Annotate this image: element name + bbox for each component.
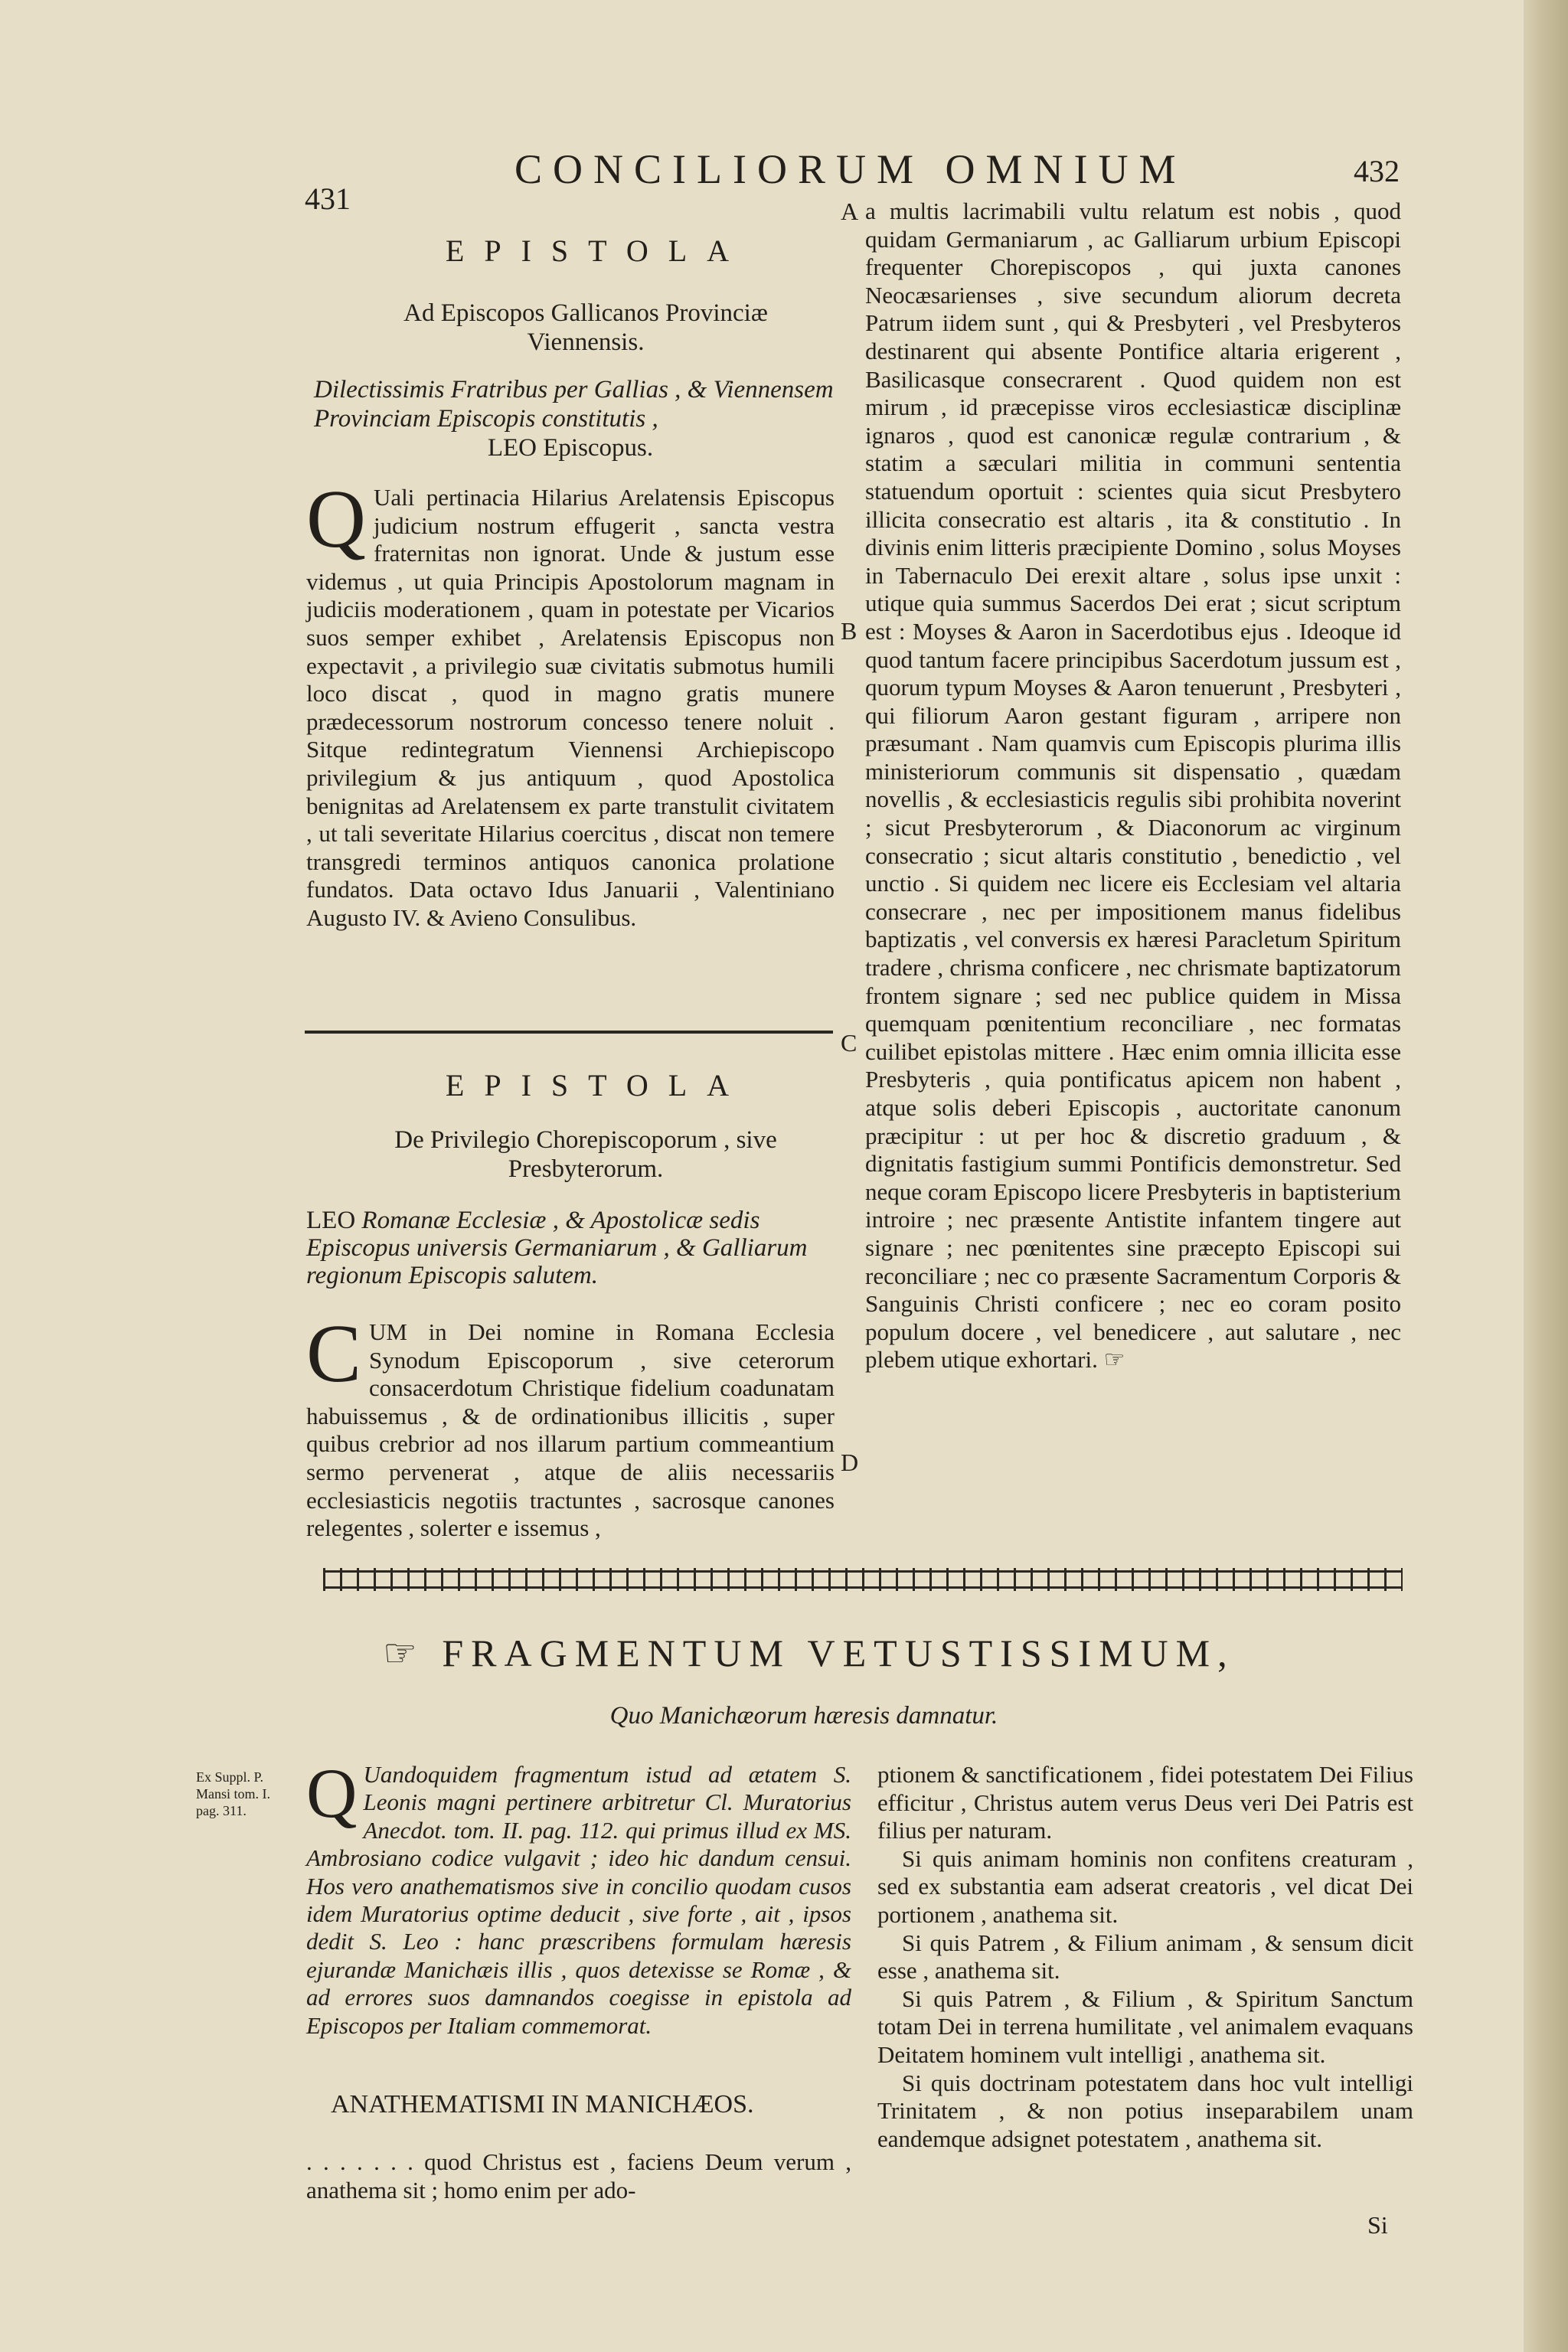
epistola1-heading: EPISTOLA (445, 234, 750, 268)
epistola2-salutation-lead: LEO (306, 1207, 356, 1234)
fragmentum-title (383, 1631, 1235, 1675)
epistola1-subtitle: Ad Episcopos Gallicanos Provinciæ Viennensis. (403, 299, 768, 356)
right-page-number: 432 (1354, 154, 1400, 188)
pointing-hand-icon: ☞ (383, 1632, 443, 1674)
ornamental-border (323, 1568, 1403, 1591)
fragmentum-intro-text: Uandoquidem fragmentum istud ad ætatem S. Leonis magni pertinere arbitretur Cl. Muratorius Anecdot. tom. II. pag. 112. qui primus illud ex MS. Ambrosiano codice vulgavit ; ideo hic dandum censui. Hos vero anathematismos sive in concilio quodam cusos idem Muratorius optime deducit , sive forte , ait , ipsos dedit S. Leo : hanc præscribens formulam hæresis ejurandæ Manichæis illis , quos detexisse se Romæ , & ad errores suos damnandos coegisse in epistola ad Episcopos per Italiam commemorat. (306, 1761, 851, 2039)
left-page-number: 431 (305, 181, 351, 216)
anathema-paragraph: Si quis Patrem , & Filium , & Spiritum Sanctum totam Dei in terrena humilitate , vel animalem evaquans Deitatem hominem vult intelligi , anathema sit. (877, 1984, 1413, 2068)
epistola1-text: Uali pertinacia Hilarius Arelatensis Episcopus judicium nostrum effugerit , sancta vestra fraternitas non ignorat. Unde & justum esse videmus , ut quia Principis Apostolorum magnam in judiciis moderationem , quam in potestate per Vicarios suos semper exhibet , Arelatensis Episcopus non expectavit , a privilegio suæ civitatis submotus humili loco discat , quod in magno gratis munere prædecessorum nostrorum concesso tenere noluit . Sitque redintegratum Viennensi Archiepiscopo privilegium & jus antiquum , quod Apostolica benignitas ad Arelatensem ex parte transtulit civitatem , ut tali severitate Hilarius coercitus , discat non temere transgredi terminos antiquos canonica prolatione fundatos. Data octavo Idus Januarii , Valentiniano Augusto IV. & Avieno Consulibus. (306, 484, 835, 931)
epistola2-subtitle: De Privilegio Chorepiscoporum , sive Presbyterorum. (394, 1126, 777, 1183)
epistola1-body (306, 474, 835, 933)
running-title: CONCILIORUM OMNIUM (514, 146, 1187, 192)
anathema-paragraph: Si quis doctrinam potestatem dans hoc vult intelligi Trinitatem , & non potius inseparabilem unam eandemque adsignet potestatem , anathema sit. (877, 2069, 1413, 2152)
epistola2-salutation-italic: Romanæ Ecclesiæ , & Apostolicæ sedis Episcopus universis Germaniarum , & Galliarum regionum Episcopis salutem. (306, 1207, 808, 1289)
fragmentum-title-text: FRAGMENTUM VETUSTISSIMUM, (442, 1632, 1235, 1674)
anathema-paragraph: Si quis animam hominis non confitens creaturam , sed ex substantia eam adserat creatoris , vel dicat Dei portionem , anathema sit. (877, 1844, 1413, 1928)
anathema-paragraph: Si quis Patrem , & Filium animam , & sensum dicit esse , anathema sit. (877, 1929, 1413, 1984)
fragmentum-intro (306, 1754, 851, 2040)
fragmentum-subtitle: Quo Manichæorum hæresis damnatur. (609, 1702, 998, 1730)
catchword: Si (1367, 2211, 1388, 2239)
right-column-body (865, 198, 1401, 1374)
pointing-hand-icon: ☞ (1103, 1346, 1125, 1374)
epistola2-heading: EPISTOLA (445, 1068, 750, 1102)
anathema-paragraph: ptionem & sanctificationem , fidei potestatem Dei Filius efficitur , Christus autem verus Deus veri Dei Patris est filius per naturam. (877, 1761, 1413, 1844)
marker-d: D (841, 1449, 859, 1476)
anathematismi-heading: ANATHEMATISMI IN MANICHÆOS. (331, 2090, 754, 2118)
book-spine (1524, 0, 1568, 2352)
fragmentum-left-tail: . . . . . . . quod Christus est , faciens Deum verum , anathema sit ; homo enim per ado- (306, 2148, 851, 2203)
margin-note-line: pag. 311. (196, 1803, 247, 1818)
margin-note (196, 1769, 311, 1819)
right-column-text: a multis lacrimabili vultu relatum est nobis , quod quidam Germaniarum , ac Galliarum urbium Episcopi frequenter Chorepiscopos , qui juxta canones Neocæsarienses , sive secundum aliorum decreta Patrum iidem sunt , qui & Presbyteri , vel Presbyteros destinarent qui absente Pontifice altaria erigerent , Basilicasque consecrarent . Quod quidem non est mirum , id præcepisse viros ecclesiasticæ disciplinæ ignaros , quod est canonicæ regulæ contrarium , & statim a sæculari militia in communi sententia statuendum oportuit : scientes quia sicut Presbytero illicita consecratio est altaris , ita & constitutio . In divinis enim litteris præcipiente Domino , solus Moyses in Tabernaculo Dei erexit altare , solus ipse unxit : utique quia summus Sacerdos Dei erat ; sicut scriptum est : Moyses & Aaron in Sacerdotibus ejus . Ideoque id quod tantum facere principibus Sacerdotum jussum est , quorum typum Moyses & Aaron tenuerunt , Presbyteri , qui filiorum Aaron gestant figuram , arripere non præsumant . Nam quamvis cum Episcopis plurima illis ministeriorum communis sit dispensatio , quædam novellis , & ecclesiasticis regulis sibi prohibita noverint ; sicut Presbyterorum , & Diaconorum ac virginum consecratio ; sicut altaris constitutio , benedictio , vel unctio . Si quidem nec licere eis Ecclesiam vel altaria consecrare , nec per impositionem manus fidelibus baptizatis , vel conversis ex hæresi Paracletum Spiritum tradere , chrisma conficere , nec chrismate baptizatorum frontem signare ; sed nec publice quidem in Missa quemquam pœnitentium reconciliare , nec formatas cuilibet epistolas mittere . Hæc enim omnia illicita esse Presbyteris , quia pontificatus apicem non habent , atque solis deberi Episcopis , auctoritate canonum præcipitur : ut per hoc & discretio graduum , & dignitatis fastigium summi Pontificis demonstretur. Sed neque coram Episcopo licere Presbyteris in baptisterium introire ; nec præsente Antistite infantem tingere aut signare ; nec pœnitentes sine præcepto Episcopi sui reconciliare ; nec co præsente Sacramentum Corporis & Sanguinis Christi conficere ; nec eo coram posito populum docere , vel benedicere , aut salutare , nec plebem utique exhortari. (865, 198, 1401, 1374)
epistola2-dropcap: C (306, 1308, 362, 1400)
margin-note-line: Ex Suppl. P. (196, 1769, 264, 1785)
fragmentum-dropcap: Q (306, 1754, 358, 1832)
epistola2-text: UM in Dei nomine in Romana Ecclesia Synodum Episcoporum , sive ceterorum consacerdotum Christique fidelium coadunatam habuissemus , & de ordinationibus illicitis , super quibus crebrior ad nos illarum partium commeantium sermo pervenerat , atque de aliis necessariis ecclesiasticis negotiis tractuntes , sacrosque canones relegentes , solerter e issemus , (306, 1318, 835, 1542)
marker-b: B (841, 617, 858, 645)
epistola1-address (306, 375, 842, 433)
fragmentum-right-column (877, 1761, 1413, 2153)
epistola1-author: LEO Episcopus. (487, 434, 654, 462)
epistola1-address-italic: Dilectissimis Fratribus per Gallias , & Viennensem Provinciam Episcopis constitutis , (314, 376, 834, 433)
marker-c: C (841, 1029, 858, 1057)
epistola2-salutation (306, 1207, 835, 1289)
marker-a: A (841, 198, 859, 225)
section-divider (305, 1031, 833, 1034)
margin-note-line: Mansi tom. I. (196, 1786, 270, 1802)
epistola2-body (306, 1308, 835, 1543)
epistola1-dropcap: Q (306, 474, 366, 565)
